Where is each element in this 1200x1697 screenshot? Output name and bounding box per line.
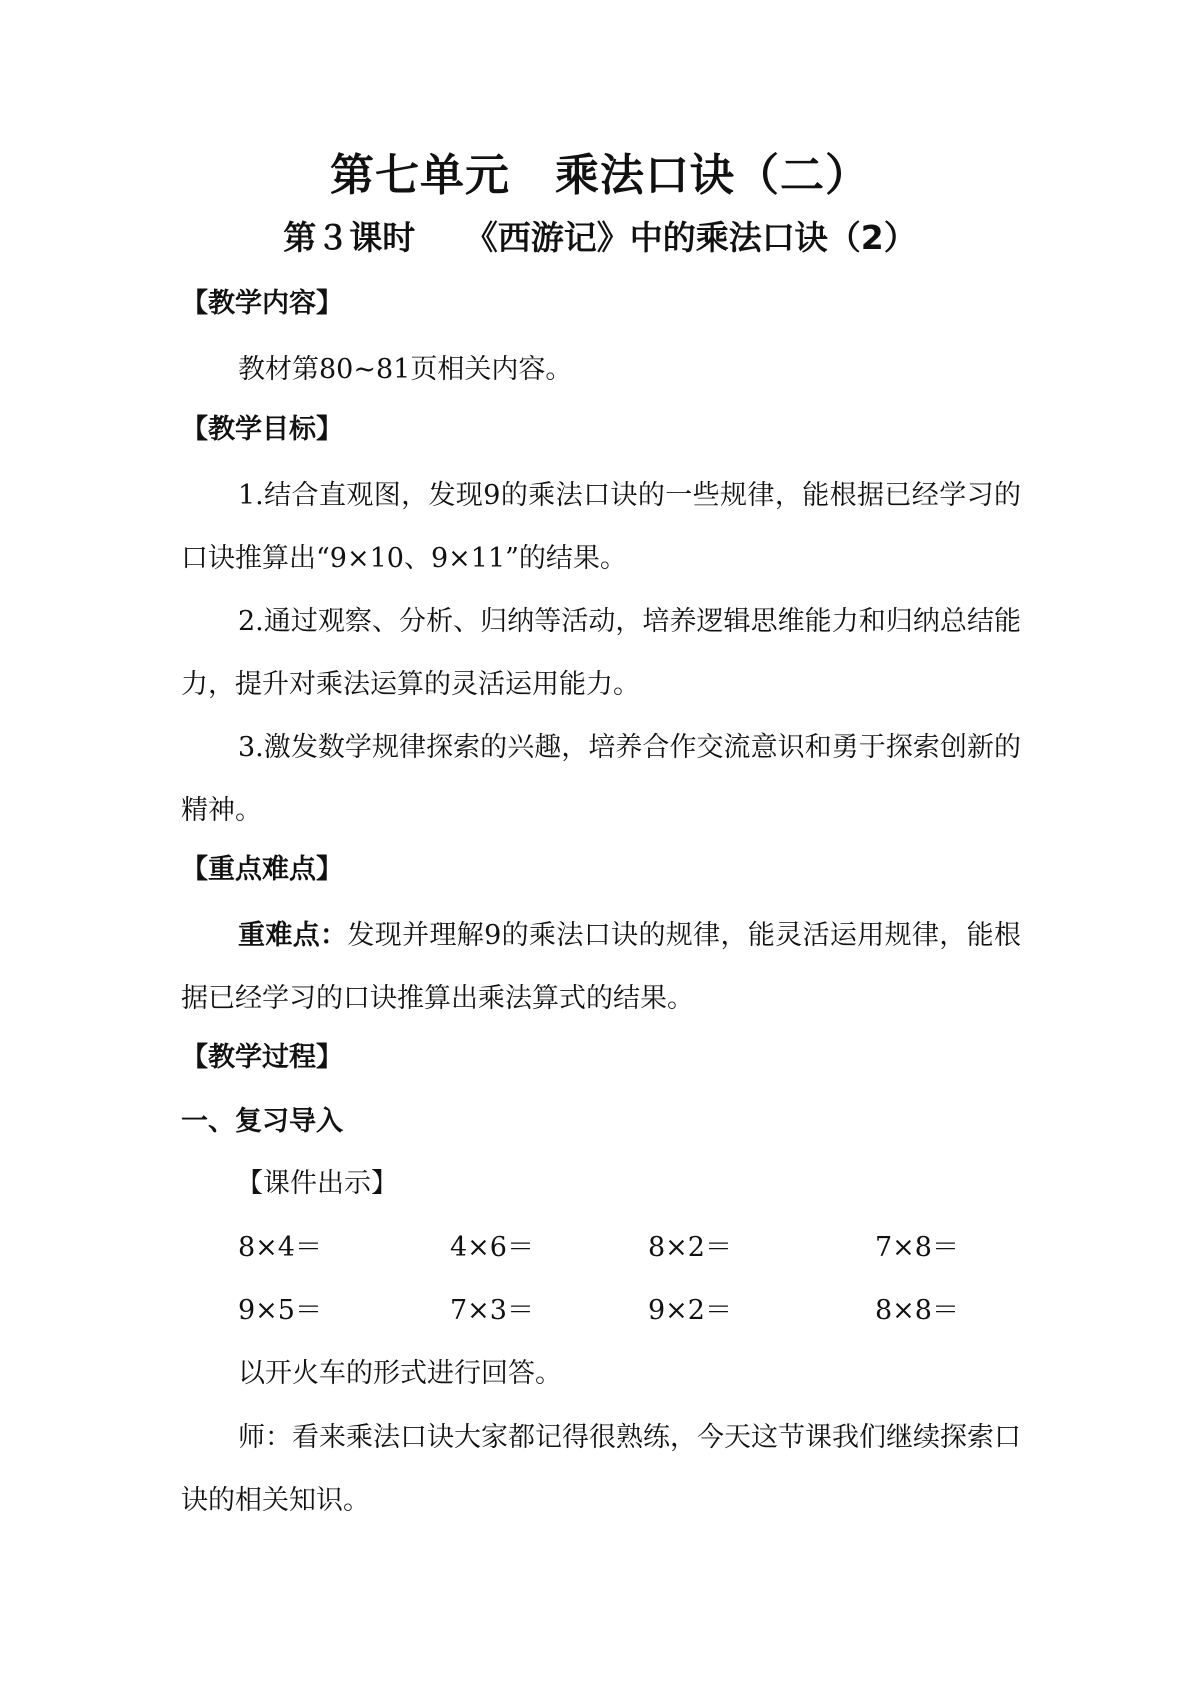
goal-item-1: 1.结合直观图，发现9的乘法口诀的一些规律，能根据已经学习的口诀推算出“9×10、9×11”的结果。 — [181, 480, 1021, 574]
equation-r2c3: 9×2＝ — [648, 1295, 732, 1326]
lesson-subtitle: 第３课时 《西游记》中的乘法口诀（2） — [283, 218, 917, 257]
goal-item-3: 3.激发数学规律探索的兴趣，培养合作交流意识和勇于探索创新的精神。 — [181, 732, 1021, 826]
key-points-text: 发现并理解9的乘法口诀的规律，能灵活运用规律，能根据已经学习的口诀推算出乘法算式的结果。 — [181, 920, 1021, 1014]
process-heading: 【教学过程】 — [181, 1042, 343, 1073]
content-heading: 【教学内容】 — [181, 288, 343, 319]
answer-note: 以开火车的形式进行回答。 — [238, 1358, 562, 1389]
equation-r1c1: 8×4＝ — [238, 1232, 322, 1263]
equation-r1c3: 8×2＝ — [648, 1232, 732, 1263]
courseware-label: 【课件出示】 — [236, 1168, 398, 1199]
goals-heading: 【教学目标】 — [181, 414, 343, 445]
equation-r2c4: 8×8＝ — [875, 1295, 959, 1326]
part1-heading: 一、复习导入 — [181, 1106, 343, 1137]
key-points-heading: 【重点难点】 — [181, 854, 343, 885]
equation-r1c4: 7×8＝ — [875, 1232, 959, 1263]
equation-r2c1: 9×5＝ — [238, 1295, 322, 1326]
equation-r1c2: 4×6＝ — [450, 1232, 534, 1263]
goal-item-2: 2.通过观察、分析、归纳等活动，培养逻辑思维能力和归纳总结能力，提升对乘法运算的灵活运用能力。 — [181, 606, 1021, 700]
teacher-text: 师：看来乘法口诀大家都记得很熟练，今天这节课我们继续探索口诀的相关知识。 — [181, 1422, 1021, 1516]
document-title: 第七单元 乘法口诀（二） — [330, 150, 870, 201]
key-points-paragraph — [181, 904, 1021, 1030]
equation-r2c2: 7×3＝ — [450, 1295, 534, 1326]
content-text: 教材第80~81页相关内容。 — [238, 354, 573, 385]
key-points-label: 重难点： — [238, 920, 348, 951]
